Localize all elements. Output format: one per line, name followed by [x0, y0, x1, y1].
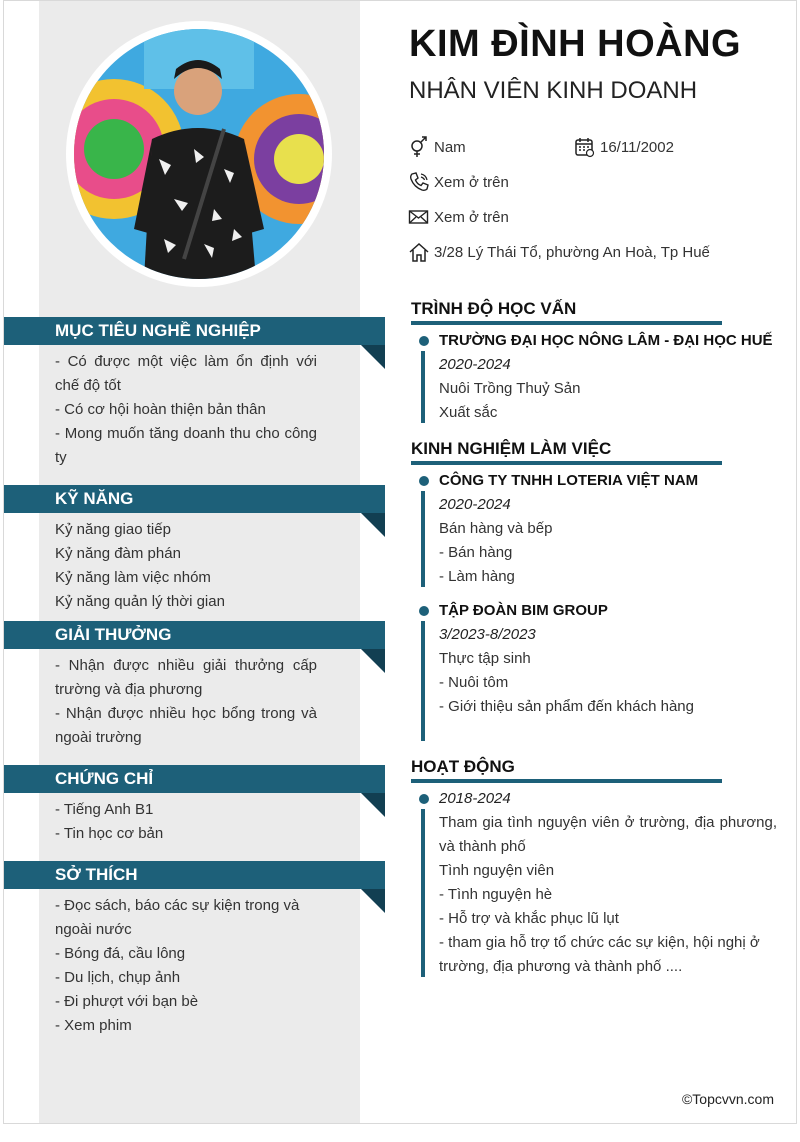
- activity-line: - Tình nguyện hè: [439, 886, 553, 903]
- skill-item: Kỷ năng giao tiếp: [55, 521, 171, 538]
- award-item: - Nhận được nhiều giải thưởng cấp trường và địa phương: [55, 657, 317, 698]
- objective-text: [55, 350, 317, 470]
- gender-value: Nam: [434, 138, 466, 156]
- bullet-icon: [419, 336, 429, 346]
- education-heading: TRÌNH ĐỘ HỌC VẤN: [411, 299, 722, 325]
- activity-line: - tham gia hỗ trợ tổ chức các sự kiện, hội nghị ở trường, địa phương và thành phố ....: [439, 934, 760, 975]
- awards-list: [55, 654, 317, 750]
- objective-line: - Có được một việc làm ổn định với chế độ tốt: [55, 353, 317, 394]
- timeline-line: [421, 809, 425, 977]
- objective-heading: MỤC TIÊU NGHỀ NGHIỆP: [4, 317, 385, 345]
- phone-icon: [408, 171, 430, 193]
- timeline-line: [421, 621, 425, 741]
- experience-item: [419, 469, 777, 589]
- activity-line: - Hỗ trợ và khắc phục lũ lụt: [439, 910, 619, 927]
- gender-info: [408, 136, 466, 158]
- activity-line: Tình nguyện viên: [439, 862, 555, 879]
- timeline-line: [421, 491, 425, 587]
- certificate-item: - Tin học cơ bản: [55, 825, 164, 842]
- bullet-icon: [419, 476, 429, 486]
- activity-date: 2018-2024: [439, 790, 511, 807]
- bullet-icon: [419, 794, 429, 804]
- experience-item: [419, 599, 777, 719]
- skills-list: [55, 518, 317, 614]
- skill-item: Kỷ năng quản lý thời gian: [55, 593, 225, 610]
- home-icon: [408, 241, 430, 263]
- education-line: Nuôi Trồng Thuỷ Sản: [439, 380, 581, 397]
- certificates-heading: CHỨNG CHỈ: [4, 765, 385, 793]
- hobby-item: - Đi phượt với bạn bè: [55, 993, 199, 1010]
- calendar-icon: [574, 136, 596, 158]
- address-info: [408, 241, 710, 263]
- experience-line: Bán hàng và bếp: [439, 520, 553, 537]
- hobbies-heading: SỞ THÍCH: [4, 861, 385, 889]
- experience-line: - Nuôi tôm: [439, 674, 509, 691]
- birthday-value: 16/11/2002: [600, 138, 674, 156]
- candidate-name: KIM ĐÌNH HOÀNG: [409, 23, 742, 65]
- envelope-icon: [408, 206, 430, 228]
- birthday-info: [574, 136, 674, 158]
- experience-line: Thực tập sinh: [439, 650, 531, 667]
- gender-icon: [408, 136, 430, 158]
- hobby-item: - Đọc sách, báo các sự kiện trong và ngoài nước: [55, 897, 300, 938]
- certificates-list: [55, 798, 317, 846]
- certificate-item: - Tiếng Anh B1: [55, 801, 154, 818]
- address-value: 3/28 Lý Thái Tổ, phường An Hoà, Tp Huế: [434, 243, 710, 261]
- activity-item: [419, 787, 777, 979]
- fold-corner-icon: [361, 649, 385, 673]
- experience-date: 3/2023-8/2023: [439, 626, 536, 643]
- fold-corner-icon: [361, 793, 385, 817]
- skill-item: Kỷ năng làm việc nhóm: [55, 569, 211, 586]
- award-item: - Nhận được nhiều học bổng trong và ngoài trường: [55, 705, 317, 746]
- email-value: Xem ở trên: [434, 208, 509, 226]
- avatar-photo: [74, 29, 324, 279]
- experience-date: 2020-2024: [439, 496, 511, 513]
- phone-value: Xem ở trên: [434, 173, 509, 191]
- hobbies-list: [55, 894, 317, 1038]
- bullet-icon: [419, 606, 429, 616]
- skills-heading: KỸ NĂNG: [4, 485, 385, 513]
- fold-corner-icon: [361, 345, 385, 369]
- education-item: [419, 329, 777, 425]
- job-title: NHÂN VIÊN KINH DOANH: [409, 77, 698, 104]
- objective-line: - Mong muốn tăng doanh thu cho công ty: [55, 425, 317, 466]
- hobby-item: - Bóng đá, cầu lông: [55, 945, 186, 962]
- company-name: TẬP ĐOÀN BIM GROUP: [439, 602, 608, 619]
- education-date: 2020-2024: [439, 356, 511, 373]
- school-name: TRƯỜNG ĐẠI HỌC NÔNG LÂM - ĐẠI HỌC HUẾ: [439, 332, 773, 349]
- education-line: Xuất sắc: [439, 404, 498, 421]
- experience-line: - Làm hàng: [439, 568, 515, 585]
- objective-line: - Có cơ hội hoàn thiện bản thân: [55, 401, 266, 418]
- skill-item: Kỷ năng đàm phán: [55, 545, 181, 562]
- hobby-item: - Xem phim: [55, 1017, 132, 1034]
- footer-credit: ©Topcvvn.com: [681, 1091, 774, 1107]
- cv-page: [3, 0, 797, 1124]
- fold-corner-icon: [361, 513, 385, 537]
- hobby-item: - Du lịch, chụp ảnh: [55, 969, 181, 986]
- company-name: CÔNG TY TNHH LOTERIA VIỆT NAM: [439, 472, 699, 489]
- awards-heading: GIẢI THƯỞNG: [4, 621, 385, 649]
- activity-line: Tham gia tình nguyện viên ở trường, địa phương, và thành phố: [439, 814, 777, 855]
- experience-line: - Giới thiệu sản phẩm đến khách hàng: [439, 698, 694, 715]
- activities-heading: HOẠT ĐỘNG: [411, 757, 722, 783]
- experience-heading: KINH NGHIỆM LÀM VIỆC: [411, 439, 722, 465]
- avatar: [66, 21, 332, 287]
- email-info: [408, 206, 509, 228]
- phone-info: [408, 171, 509, 193]
- experience-line: - Bán hàng: [439, 544, 513, 561]
- timeline-line: [421, 351, 425, 423]
- fold-corner-icon: [361, 889, 385, 913]
